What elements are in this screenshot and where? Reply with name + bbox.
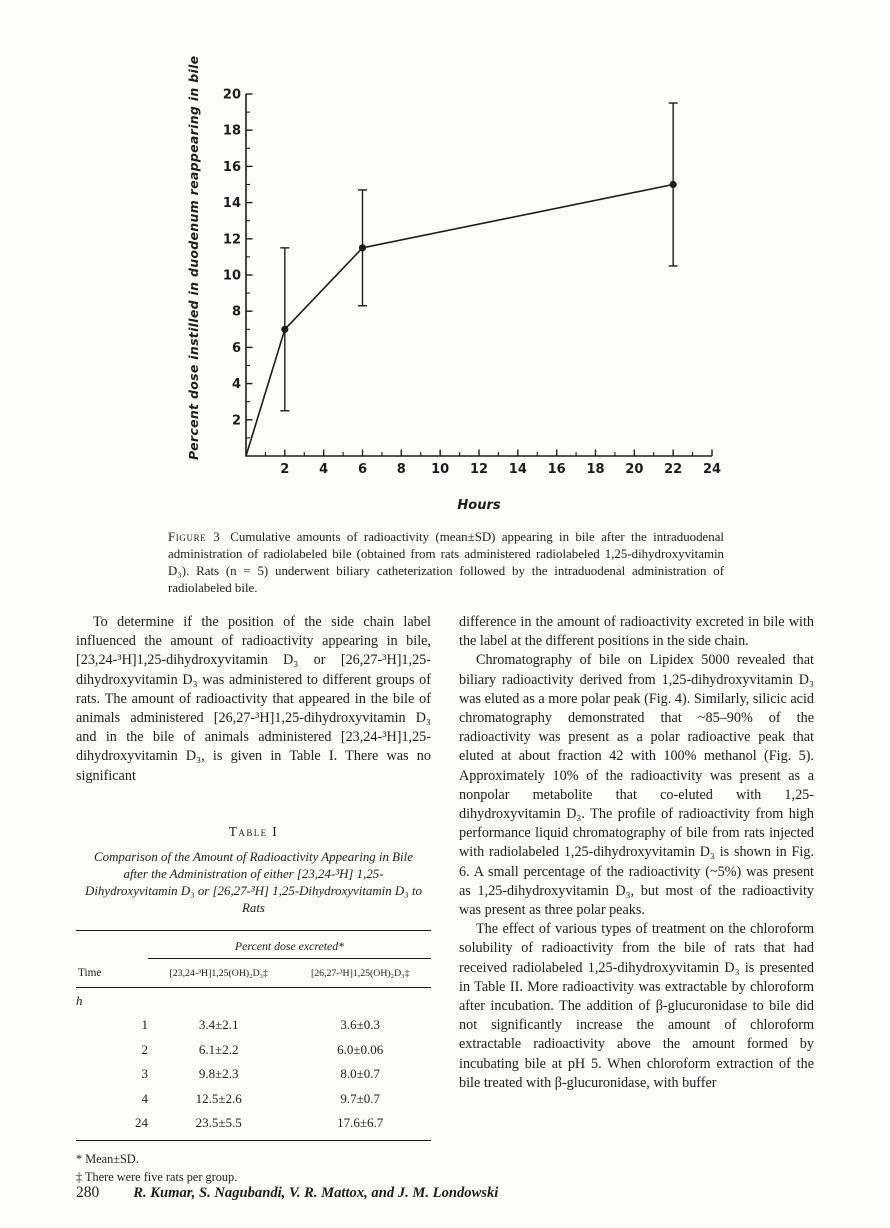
right-column-paragraph-3: The effect of various types of treatment on the chloroform solubility of radioactivity from the bile of rats that had received radiolabeled 1,25-dihydroxyvitamin D₃ is presented in Table II. More radioactivity was extractable by chloroform after incubation. The addition of β-glucuronidase to bile did not significantly increase the amount of chloroform extractable radioactivity above the amount formed by incubating bile at pH 5. When chloroform extraction of the bile treated with β-glucuronidase, with buffer <box>459 921 814 1091</box>
spanner-spacer <box>76 931 148 959</box>
svg-text:24: 24 <box>702 462 722 477</box>
footnote-rats-per-group: ‡ There were five rats per group. <box>76 1169 238 1184</box>
svg-text:22: 22 <box>664 462 683 477</box>
svg-text:6: 6 <box>231 340 241 356</box>
svg-text:16: 16 <box>222 159 241 175</box>
svg-text:8: 8 <box>396 462 406 477</box>
table-spanner-label: Percent dose excreted* <box>148 931 431 959</box>
svg-text:4: 4 <box>231 377 241 393</box>
cell-time: 24 <box>76 1110 148 1140</box>
body-columns <box>76 613 814 1186</box>
table-1-caption: Comparison of the Amount of Radioactivity Appearing in Bile after the Administration of either [23,24-³H] 1,25-Dihydroxyvitamin D₃ or [26,27-³H] 1,25-Dihydroxyvitamin D₃ to Rats <box>85 850 422 916</box>
cell-value: 3.4±2.1 <box>198 1017 239 1033</box>
unit-label: h <box>76 993 83 1009</box>
footnote-mean-sd: * Mean±SD. <box>76 1152 139 1167</box>
figure-caption <box>168 529 724 597</box>
svg-text:14: 14 <box>222 196 241 212</box>
running-authors: R. Kumar, S. Nagubandi, V. R. Mattox, and J. M. Londowski <box>133 1185 499 1201</box>
svg-text:12: 12 <box>222 232 241 248</box>
table-1 <box>76 822 431 1186</box>
svg-text:20: 20 <box>625 462 644 477</box>
svg-text:20: 20 <box>222 87 241 103</box>
table-1-grid <box>76 930 431 1141</box>
left-column-paragraph: To determine if the position of the side chain label influenced the amount of radioactivity appearing in bile, [23,24-³H]1,25-dihydroxyvitamin D₃ or [26,27-³H]1,25-dihydroxyvitamin D₃ was administered to different groups of rats. The amount of radioactivity that appeared in the bile of animals administered [26,27-³H]1,25-dihydroxyvitamin D₃ and in the bile of animals administered [23,24-³H]1,25-dihydroxyvitamin D₃, is given in Table I. There was no significant <box>76 614 431 784</box>
table-row <box>76 1110 431 1140</box>
svg-text:18: 18 <box>586 462 605 477</box>
chart-x-axis-label: Hours <box>457 498 501 513</box>
svg-text:10: 10 <box>431 462 450 477</box>
cell-value: 9.7±0.7 <box>340 1090 381 1106</box>
right-column-paragraph-2: Chromatography of bile on Lipidex 5000 revealed that biliary radioactivity derived from 1,25-dihydroxyvitamin D₃ was eluted as a more polar peak (Fig. 4). Similarly, silicic acid chromatography demonstrated that ~85–90% of the radioactivity was present as a polar radioactive peak that eluted at about fraction 42 with 100% methanol (Fig. 5). Approximately 10% of the radioactivity was present as a nonpolar metabolite that co-eluted with 1,25-dihydroxyvitamin D₃. The profile of radioactivity from high performance liquid chromatography of bile from rats injected with radiolabeled 1,25-dihydroxyvitamin D₃ is shown in Fig. 6. A small percentage of the radioactivity (~5%) was present as 1,25-dihydroxyvitamin D₃, but most of the radioactivity was present as three polar peaks. <box>459 652 814 919</box>
cell-time: 2 <box>141 1041 148 1057</box>
svg-text:18: 18 <box>222 123 241 139</box>
table-row <box>76 1037 431 1061</box>
table-header-row <box>76 959 431 988</box>
cell-time: 4 <box>141 1090 148 1106</box>
svg-text:4: 4 <box>319 462 329 477</box>
figure-3 <box>76 0 814 597</box>
empty-cell <box>290 988 432 1013</box>
cell-time: 1 <box>141 1017 148 1033</box>
cell-value: 9.8±2.3 <box>198 1066 239 1082</box>
cell-value: 6.1±2.2 <box>198 1041 239 1057</box>
svg-text:8: 8 <box>231 304 241 320</box>
table-row <box>76 1062 431 1086</box>
table-footnotes <box>76 1151 431 1186</box>
table-row <box>76 1013 431 1037</box>
svg-text:16: 16 <box>547 462 566 477</box>
svg-text:10: 10 <box>222 268 241 284</box>
page-footer <box>76 1184 498 1202</box>
figure-label: Figure 3 <box>168 530 221 544</box>
table-1-title: Table I <box>228 823 279 839</box>
column-header-2324: [23,24-³H]1,25(OH)₂D₃‡ <box>148 959 290 988</box>
empty-cell <box>148 988 290 1013</box>
column-header-time: Time <box>76 959 148 988</box>
cell-value: 3.6±0.3 <box>340 1017 381 1033</box>
svg-text:12: 12 <box>469 462 489 477</box>
left-column <box>76 613 431 1186</box>
svg-text:2: 2 <box>280 462 290 477</box>
svg-text:2: 2 <box>231 413 241 429</box>
figure-caption-text: Cumulative amounts of radioactivity (mean±SD) appearing in bile after the intraduodenal administration of radiolabeled bile (obtained from rats administered radiolabeled 1,25-dihydroxyvitamin D₃). Rats (n = 5) underwent biliary catheterization followed by the intraduodenal administration of radiolabeled bile. <box>168 530 725 595</box>
table-row <box>76 1086 431 1110</box>
cell-value: 23.5±5.5 <box>148 1110 290 1140</box>
table-unit-row <box>76 988 431 1013</box>
cell-value: 17.6±6.7 <box>290 1110 432 1140</box>
svg-text:6: 6 <box>357 462 368 477</box>
right-column <box>459 613 814 1186</box>
right-column-paragraph-1: difference in the amount of radioactivity excreted in bile with the label at the different positions in the side chain. <box>459 614 814 650</box>
cell-value: 12.5±2.6 <box>195 1090 242 1106</box>
column-header-2627: [26,27-³H]1,25(OH)₂D₃‡ <box>290 959 432 988</box>
cell-value: 8.0±0.7 <box>340 1066 381 1082</box>
table-spanner-row <box>76 931 431 959</box>
page-number: 280 <box>76 1184 100 1201</box>
chart-y-axis-label: Percent dose instilled in duodenum reappearing in bile <box>186 55 201 460</box>
cell-value: 6.0±0.06 <box>337 1041 384 1057</box>
figure-3-chart <box>186 55 814 504</box>
svg-text:14: 14 <box>508 462 527 477</box>
chart-canvas <box>212 80 728 504</box>
cell-time: 3 <box>141 1066 148 1082</box>
